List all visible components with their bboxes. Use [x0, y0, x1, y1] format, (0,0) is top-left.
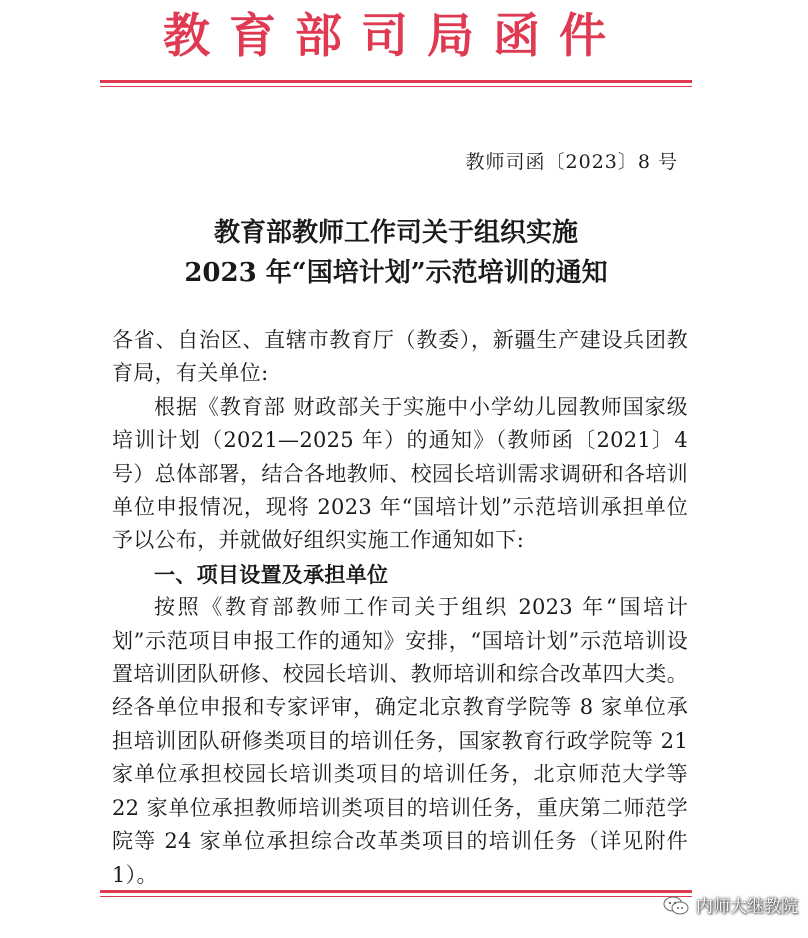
- document-title-line2: 2023 年“国培计划”示范培训的通知: [184, 258, 608, 288]
- letterhead-rule-thin: [100, 86, 692, 87]
- addressee: 各省、自治区、直辖市教育厅（教委），新疆生产建设兵团教育局，有关单位:: [112, 328, 688, 386]
- document-title-line1: 教育部教师工作司关于组织实施: [213, 218, 578, 248]
- watermark: [662, 892, 798, 917]
- letterhead-title: 教育部司局函件: [163, 9, 625, 64]
- document-number: 教师司函〔2023〕8 号: [465, 151, 678, 173]
- paragraph-2: 按照《教育部教师工作司关于组织 2023 年“国培计划”示范项目申报工作的通知》安排，“国培计划”示范培训设置培训团队研修、校园长培训、教师培训和综合改革四大类。经各单位申报和专家评审，确定北京教育学院等 8 家单位承担培训团队研修类项目的培训任务，国家教育行政学院等 21 家单位承担校园长培训类项目的培训任务，北京师范大学等 22 家单位承担教师培训类项目的培训任务，重庆第二师范学院等 24 家单位承担综合改革类项目的培训任务（详见附件 1）。: [112, 595, 688, 887]
- letterhead-rule-thick: [100, 80, 692, 83]
- watermark-text: 内师大继教院: [696, 897, 798, 917]
- section-heading: 一、项目设置及承担单位: [154, 561, 389, 587]
- footer-rule-thin: [100, 896, 692, 897]
- paragraph-1: 根据《教育部 财政部关于实施中小学幼儿园教师国家级培训计划（2021—2025 年）的通知》（教师函〔2021〕4 号）总体部署，结合各地教师、校园长培训需求调研和各培训单位申报情况，现将 2023 年“国培计划”示范培训承担单位予以公布，并就做好组织实施工作通知如下:: [112, 394, 688, 553]
- wechat-icon: [662, 894, 690, 916]
- document-body: [112, 324, 688, 892]
- footer-rule-thick: [100, 890, 692, 893]
